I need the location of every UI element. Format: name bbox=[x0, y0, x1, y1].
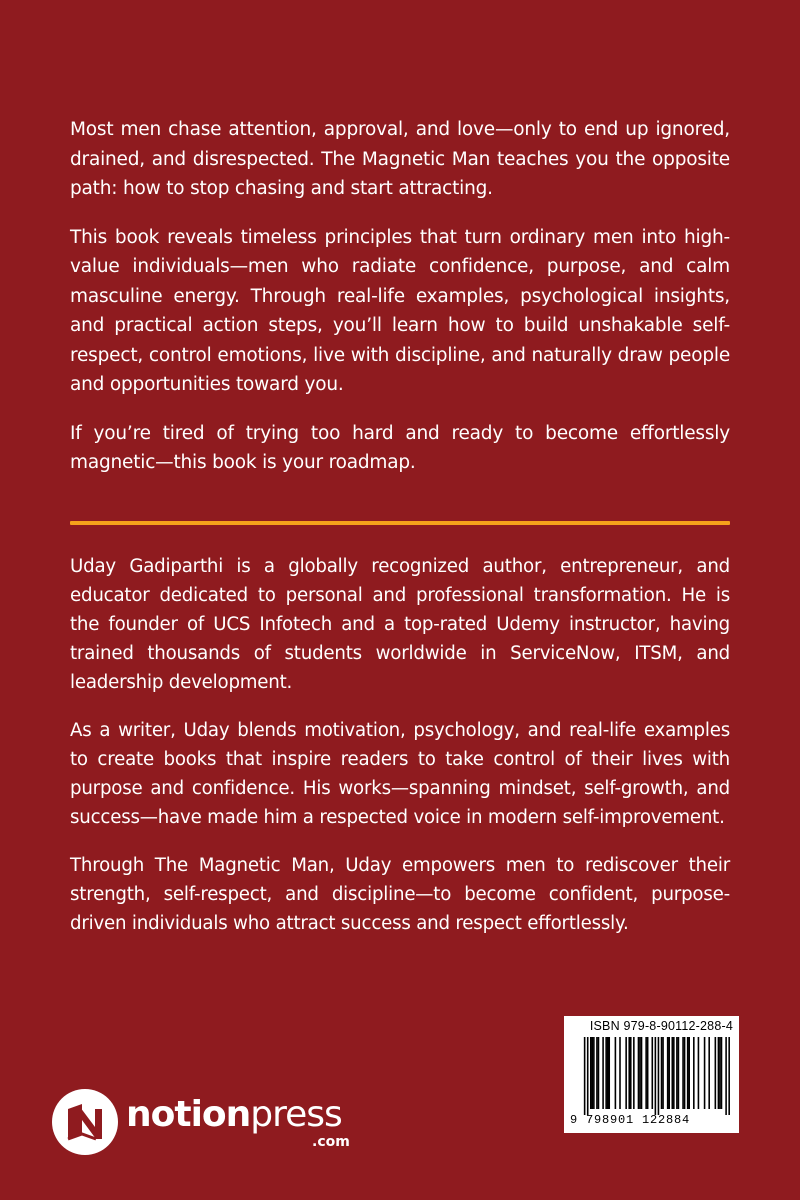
barcode-bar bbox=[633, 1037, 635, 1109]
author-bio bbox=[70, 552, 730, 938]
barcode-bar bbox=[590, 1037, 592, 1109]
barcode-bar bbox=[715, 1037, 717, 1109]
publisher-name-bold: notion bbox=[126, 1094, 251, 1135]
barcode-bar bbox=[638, 1037, 640, 1109]
barcode-bar bbox=[698, 1037, 700, 1109]
barcode-bar bbox=[641, 1037, 643, 1109]
barcode-bar bbox=[596, 1037, 598, 1109]
barcode-bar bbox=[728, 1037, 730, 1115]
barcode-bar bbox=[678, 1037, 680, 1109]
barcode-bar bbox=[628, 1037, 630, 1109]
barcode-bar bbox=[608, 1037, 610, 1109]
barcode-bar bbox=[602, 1037, 604, 1109]
barcode-bar bbox=[673, 1037, 675, 1109]
barcode-bar bbox=[639, 1037, 641, 1109]
barcode-bar bbox=[725, 1037, 727, 1115]
publisher-wordmark bbox=[126, 1087, 366, 1157]
barcode-bar bbox=[676, 1037, 678, 1109]
barcode-bar bbox=[668, 1037, 670, 1109]
barcode-bar bbox=[592, 1037, 594, 1109]
barcode-bar bbox=[615, 1037, 617, 1109]
barcode-bar bbox=[704, 1037, 706, 1109]
barcode-bar bbox=[671, 1037, 673, 1109]
barcode-bar bbox=[682, 1037, 684, 1109]
barcode-bar bbox=[667, 1037, 669, 1109]
barcode-bar bbox=[619, 1037, 621, 1109]
barcode-bar bbox=[598, 1037, 600, 1109]
barcode-bar bbox=[718, 1037, 720, 1109]
barcode-bar bbox=[655, 1037, 657, 1115]
section-divider bbox=[70, 521, 730, 525]
barcode-bar bbox=[625, 1037, 627, 1109]
barcode-bar bbox=[693, 1037, 695, 1109]
barcode-bar bbox=[593, 1037, 595, 1109]
bio-paragraph: Uday Gadiparthi is a globally recognized author, entrepreneur, and educator dedicated to personal and professional transformation. He is the founder of UCS Infotech and a top-rated Udemy instructor, having trained thousands of students worldwide in ServiceNow, ITSM, and leadership development. bbox=[70, 556, 730, 693]
barcode-bar bbox=[630, 1037, 632, 1109]
book-blurb bbox=[70, 115, 730, 478]
barcode-bar bbox=[719, 1037, 721, 1109]
publisher-domain-suffix: .com bbox=[312, 1134, 350, 1150]
notionpress-logo-icon bbox=[50, 1087, 120, 1157]
blurb-paragraph: If you’re tired of trying too hard and ready to become effortlessly magnetic—this book is your roadmap. bbox=[70, 422, 730, 473]
barcode-bar bbox=[658, 1037, 660, 1115]
barcode-bar bbox=[708, 1037, 710, 1109]
barcode-bars bbox=[570, 1037, 733, 1115]
publisher-logo bbox=[50, 1082, 366, 1162]
barcode-bar bbox=[687, 1037, 689, 1109]
barcode-bar bbox=[645, 1037, 647, 1109]
barcode-bar bbox=[605, 1037, 607, 1109]
barcode-bar bbox=[721, 1037, 723, 1109]
barcode-bar bbox=[584, 1037, 586, 1115]
isbn-barcode bbox=[564, 1016, 739, 1133]
isbn-label: ISBN 979-8-90112-288-4 bbox=[589, 1019, 733, 1033]
barcode-digits: 9 798901 122884 bbox=[570, 1113, 691, 1127]
barcode-bar bbox=[688, 1037, 690, 1109]
barcode-bar bbox=[607, 1037, 609, 1109]
barcode-bar bbox=[684, 1037, 686, 1109]
barcode-bar bbox=[647, 1037, 649, 1109]
barcode-bar bbox=[652, 1037, 654, 1109]
barcode-bar bbox=[662, 1037, 664, 1109]
bio-paragraph: As a writer, Uday blends motivation, psychology, and real-life examples to create books that inspire readers to take control of their lives with purpose and confidence. His works—spanning mindset, self-growth, and success—have made him a respected voice in modern self-improvement. bbox=[70, 720, 730, 828]
publisher-name-light: press bbox=[250, 1094, 342, 1135]
barcode-bar bbox=[587, 1037, 589, 1115]
bio-paragraph: Through The Magnetic Man, Uday empowers men to rediscover their strength, self-respect, and discipline—to become confident, purpose-driven individuals who attract success and respect effortlessly. bbox=[70, 855, 730, 934]
blurb-paragraph: This book reveals timeless principles that turn ordinary men into high-value individuals—men who radiate confidence, purpose, and calm masculine energy. Through real-life examples, psychological insights, and practical action steps, you’ll learn how to build unshakable self-respect, control emotions, live with discipline, and naturally draw people and opportunities toward you. bbox=[70, 226, 730, 395]
blurb-paragraph: Most men chase attention, approval, and love—only to end up ignored, drained, and disrespected. The Magnetic Man teaches you the opposite path: how to stop chasing and start attracting. bbox=[70, 119, 730, 199]
barcode-bar bbox=[661, 1037, 663, 1109]
